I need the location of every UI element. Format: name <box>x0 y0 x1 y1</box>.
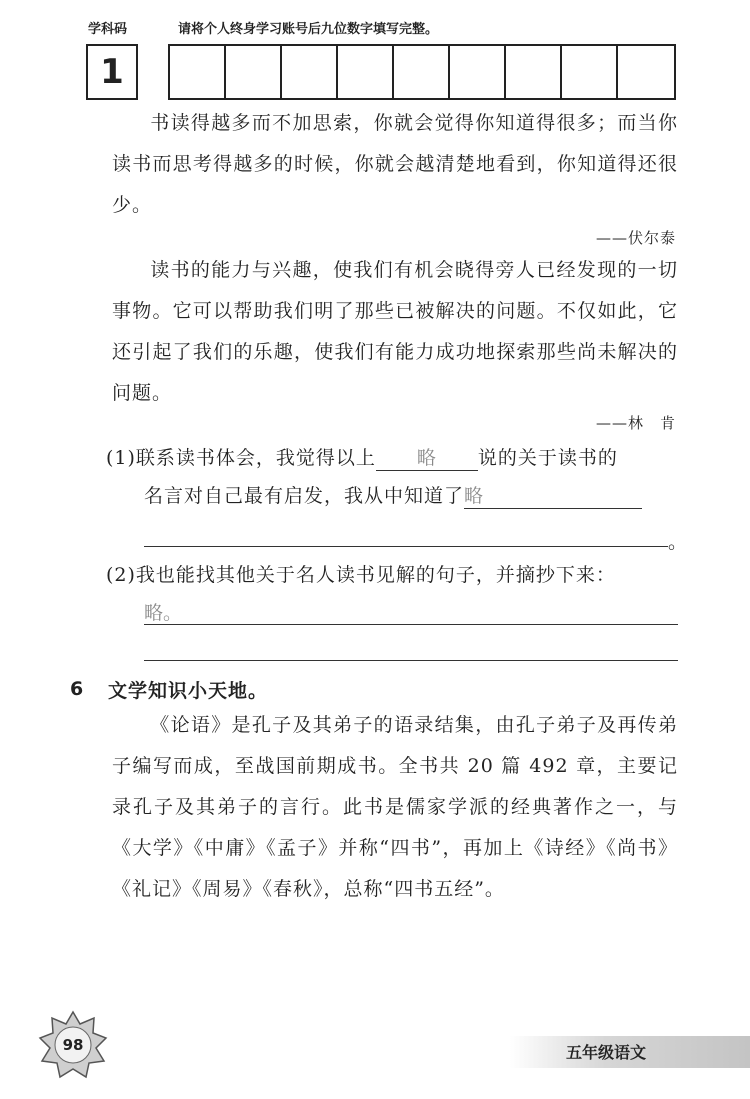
question-1-end-period: 。 <box>668 531 689 553</box>
page-number: 98 <box>62 1036 84 1054</box>
instruction-text: 请将个人终身学习账号后九位数字填写完整。 <box>178 22 439 37</box>
digit-box[interactable] <box>282 46 338 98</box>
answer-line[interactable] <box>144 624 678 625</box>
section-6-paragraph <box>112 705 678 910</box>
digit-box[interactable] <box>226 46 282 98</box>
question-1-line-2 <box>144 481 642 509</box>
digit-box[interactable] <box>562 46 618 98</box>
question-1-line-1 <box>106 443 618 471</box>
quote-lincoln <box>112 250 678 414</box>
digit-box[interactable] <box>338 46 394 98</box>
digit-box[interactable] <box>618 46 674 98</box>
question-1-prefix: (1)联系读书体会，我觉得以上 <box>106 447 376 469</box>
question-2-answer[interactable]: 略。 <box>144 602 183 624</box>
quote-voltaire-text: 书读得越多而不加思索，你就会觉得你知道得很多；而当你读书而思考得越多的时候，你就会越清楚地看到，你知道得还很少。 <box>112 112 678 216</box>
digit-box[interactable] <box>506 46 562 98</box>
section-6-text: 《论语》是孔子及其弟子的语录结集，由孔子弟子及再传弟子编写而成，至战国前期成书。全书共 20 篇 492 章，主要记录孔子及其弟子的言行。此书是儒家学派的经典著作之一，与《大学》《中庸》《孟子》并称“四书”，再加上《诗经》《尚书》《礼记》《周易》《春秋》，总称“四书五经”。 <box>112 714 678 900</box>
grade-subject-label: 五年级语文 <box>566 1043 647 1062</box>
question-1-line-2-text: 名言对自己最有启发，我从中知道了 <box>144 485 465 507</box>
question-1-suffix: 说的关于读书的 <box>477 447 618 469</box>
quote-lincoln-author: ——林 肯 <box>595 414 676 432</box>
account-digit-boxes <box>168 44 676 100</box>
subject-code-box: 1 <box>86 44 138 100</box>
quote-voltaire <box>112 103 678 226</box>
answer-line[interactable] <box>144 660 678 661</box>
digit-box[interactable] <box>170 46 226 98</box>
question-2-prompt: (2)我也能找其他关于名人读书见解的句子，并摘抄下来： <box>106 564 616 586</box>
quote-voltaire-author: ——伏尔泰 <box>595 229 676 247</box>
subject-code-label: 学科码 <box>88 22 128 37</box>
section-6-title: 文学知识小天地。 <box>108 680 269 702</box>
question-1-answer-blank[interactable]: 略 <box>376 443 478 471</box>
digit-box[interactable] <box>394 46 450 98</box>
quote-lincoln-text: 读书的能力与兴趣，使我们有机会晓得旁人已经发现的一切事物。它可以帮助我们明了那些已被解决的问题。不仅如此，它还引起了我们的乐趣，使我们有能力成功地探索那些尚未解决的问题。 <box>112 259 678 404</box>
digit-box[interactable] <box>450 46 506 98</box>
question-1-learned-blank[interactable]: 略 <box>464 481 642 509</box>
answer-line[interactable] <box>144 546 668 547</box>
section-6-number: 6 <box>70 678 84 700</box>
